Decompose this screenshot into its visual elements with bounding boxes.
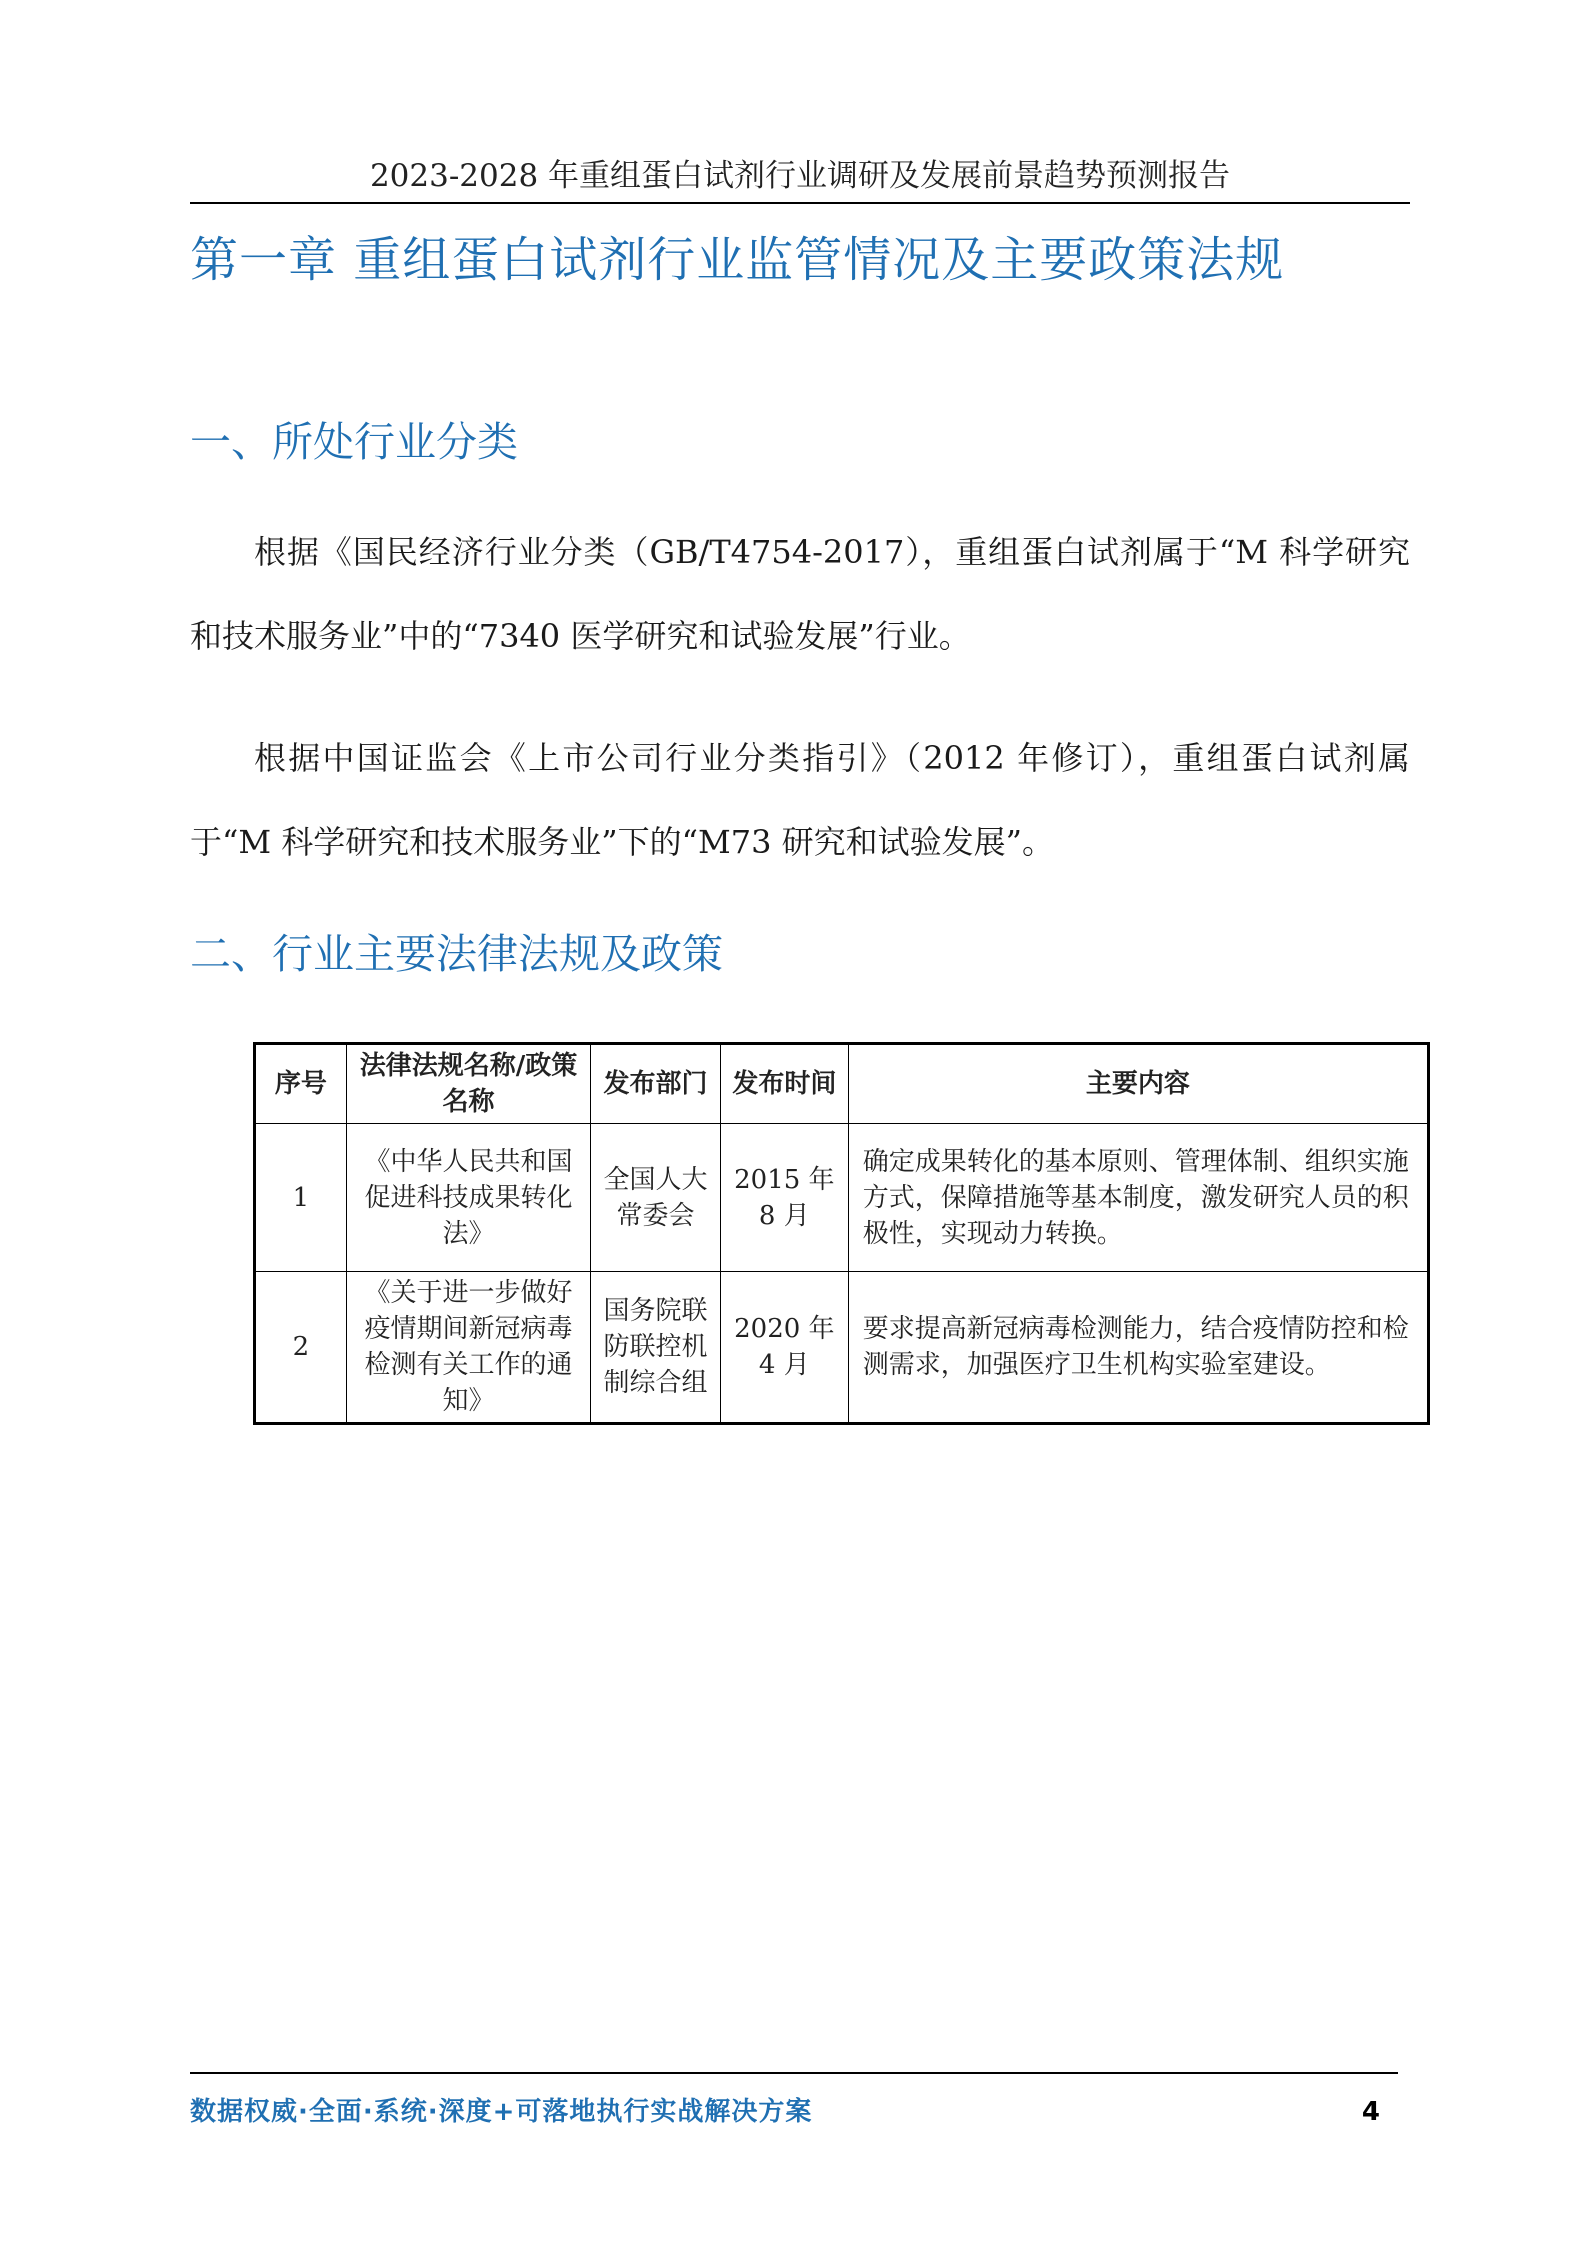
paragraph-csrc-classification: 根据中国证监会《上市公司行业分类指引》（2012 年修订），重组蛋白试剂属于“M 科学研究和技术服务业”下的“M73 研究和试验发展”。 bbox=[190, 739, 1410, 861]
table-row bbox=[255, 1124, 1429, 1272]
chapter-title: 第一章 重组蛋白试剂行业监管情况及主要政策法规 bbox=[190, 232, 1285, 288]
footer-slogan: 数据权威·全面·系统·深度+可落地执行实战解决方案 bbox=[190, 2097, 813, 2127]
table-header-row bbox=[255, 1044, 1429, 1124]
page-number: 4 bbox=[1361, 2097, 1380, 2127]
issue-date: 2015 年8 月 bbox=[720, 1124, 848, 1272]
header-department: 发布部门 bbox=[591, 1044, 721, 1124]
row-number: 1 bbox=[255, 1124, 347, 1272]
law-name: 《中华人民共和国促进科技成果转化法》 bbox=[346, 1124, 590, 1272]
issuing-department: 国务院联防联控机制综合组 bbox=[591, 1272, 721, 1424]
row-number: 2 bbox=[255, 1272, 347, 1424]
header-content: 主要内容 bbox=[848, 1044, 1428, 1124]
header-divider bbox=[190, 202, 1410, 204]
table-row bbox=[255, 1272, 1429, 1424]
header-no: 序号 bbox=[255, 1044, 347, 1124]
header-law-name: 法律法规名称/政策名称 bbox=[346, 1044, 590, 1124]
section-title-industry-classification: 一、所处行业分类 bbox=[190, 418, 518, 466]
main-content: 要求提高新冠病毒检测能力，结合疫情防控和检测需求，加强医疗卫生机构实验室建设。 bbox=[848, 1272, 1428, 1424]
section-title-laws-policies: 二、行业主要法律法规及政策 bbox=[190, 930, 723, 978]
header-date: 发布时间 bbox=[720, 1044, 848, 1124]
issuing-department: 全国人大常委会 bbox=[591, 1124, 721, 1272]
main-content: 确定成果转化的基本原则、管理体制、组织实施方式，保障措施等基本制度，激发研究人员的积极性，实现动力转换。 bbox=[848, 1124, 1428, 1272]
paragraph-national-classification: 根据《国民经济行业分类（GB/T4754-2017），重组蛋白试剂属于“M 科学研究和技术服务业”中的“7340 医学研究和试验发展”行业。 bbox=[190, 533, 1410, 655]
law-name: 《关于进一步做好疫情期间新冠病毒检测有关工作的通知》 bbox=[346, 1272, 590, 1424]
running-header: 2023-2028 年重组蛋白试剂行业调研及发展前景趋势预测报告 bbox=[369, 158, 1231, 194]
issue-date: 2020 年4 月 bbox=[720, 1272, 848, 1424]
footer-divider bbox=[190, 2072, 1398, 2074]
policy-table bbox=[253, 1042, 1430, 1425]
